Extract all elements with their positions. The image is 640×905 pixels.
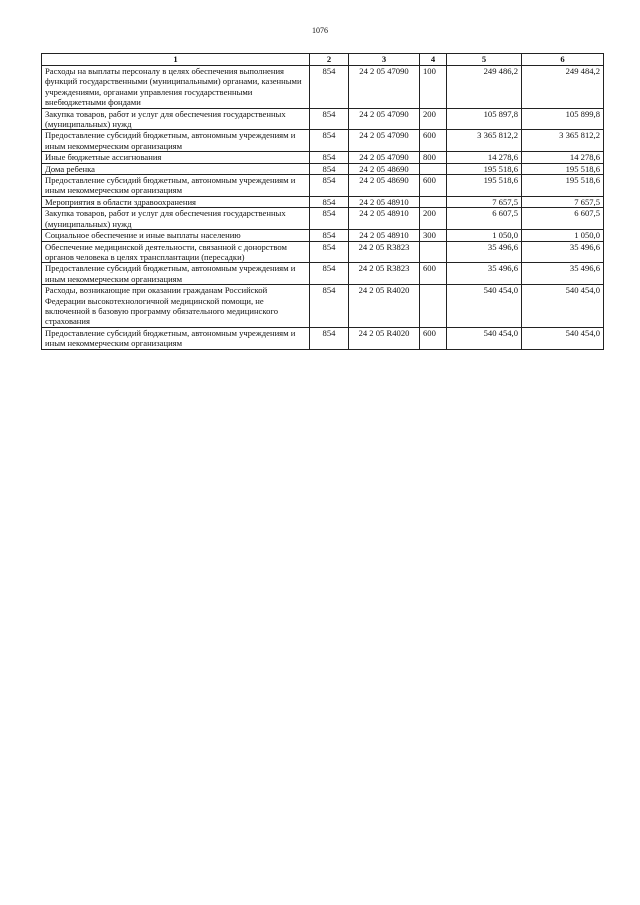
row-gr-cell: 854 bbox=[310, 163, 349, 174]
row-csr-cell: 24 2 05 R4020 bbox=[349, 327, 420, 349]
table-row bbox=[42, 175, 604, 197]
row-name-cell: Расходы, возникающие при оказании гражданам Российской Федерации высокотехнологичной медицинской помощи, не включенной в базовую программу обязательного медицинского страхования bbox=[42, 285, 310, 328]
row-value-2019-cell: 540 454,0 bbox=[522, 327, 604, 349]
page-number: 1076 bbox=[312, 26, 328, 35]
row-value-2018-cell: 105 897,8 bbox=[447, 108, 522, 130]
row-gr-cell: 854 bbox=[310, 66, 349, 109]
table-body bbox=[42, 66, 604, 350]
row-name-cell: Предоставление субсидий бюджетным, автономным учреждениям и иным некоммерческим организациям bbox=[42, 263, 310, 285]
row-gr-cell: 854 bbox=[310, 152, 349, 163]
table-row bbox=[42, 163, 604, 174]
row-name-cell: Расходы на выплаты персоналу в целях обеспечения выполнения функций государственными (муниципальными) органами, казенными учреждениями, органами управления государственными внебюджетными фондами bbox=[42, 66, 310, 109]
row-csr-cell: 24 2 05 48910 bbox=[349, 230, 420, 241]
row-value-2018-cell: 249 486,2 bbox=[447, 66, 522, 109]
row-name-cell: Закупка товаров, работ и услуг для обеспечения государственных (муниципальных) нужд bbox=[42, 208, 310, 230]
row-name-cell: Иные бюджетные ассигнования bbox=[42, 152, 310, 163]
row-value-2019-cell: 6 607,5 bbox=[522, 208, 604, 230]
row-value-2018-cell: 540 454,0 bbox=[447, 285, 522, 328]
table-row bbox=[42, 230, 604, 241]
row-value-2019-cell: 3 365 812,2 bbox=[522, 130, 604, 152]
row-vr-cell: 200 bbox=[420, 108, 447, 130]
row-name-cell: Предоставление субсидий бюджетным, автономным учреждениям и иным некоммерческим организациям bbox=[42, 130, 310, 152]
row-gr-cell: 854 bbox=[310, 241, 349, 263]
table-row bbox=[42, 108, 604, 130]
row-value-2019-cell: 195 518,6 bbox=[522, 163, 604, 174]
row-gr-cell: 854 bbox=[310, 208, 349, 230]
header-cell: 2 bbox=[310, 54, 349, 66]
header-cell: 5 bbox=[447, 54, 522, 66]
row-vr-cell: 600 bbox=[420, 327, 447, 349]
header-cell: 3 bbox=[349, 54, 420, 66]
row-value-2018-cell: 14 278,6 bbox=[447, 152, 522, 163]
table-row bbox=[42, 285, 604, 328]
row-vr-cell: 200 bbox=[420, 208, 447, 230]
row-value-2018-cell: 7 657,5 bbox=[447, 196, 522, 207]
row-vr-cell bbox=[420, 241, 447, 263]
row-vr-cell: 600 bbox=[420, 130, 447, 152]
row-csr-cell: 24 2 05 48910 bbox=[349, 208, 420, 230]
row-value-2018-cell: 195 518,6 bbox=[447, 163, 522, 174]
row-gr-cell: 854 bbox=[310, 263, 349, 285]
header-cell: 1 bbox=[42, 54, 310, 66]
row-gr-cell: 854 bbox=[310, 196, 349, 207]
table-row bbox=[42, 241, 604, 263]
row-csr-cell: 24 2 05 R3823 bbox=[349, 241, 420, 263]
row-csr-cell: 24 2 05 47090 bbox=[349, 152, 420, 163]
row-vr-cell: 300 bbox=[420, 230, 447, 241]
row-vr-cell bbox=[420, 196, 447, 207]
row-gr-cell: 854 bbox=[310, 285, 349, 328]
row-csr-cell: 24 2 05 47090 bbox=[349, 108, 420, 130]
table-row bbox=[42, 196, 604, 207]
row-value-2019-cell: 195 518,6 bbox=[522, 175, 604, 197]
row-gr-cell: 854 bbox=[310, 108, 349, 130]
row-value-2019-cell: 35 496,6 bbox=[522, 241, 604, 263]
row-gr-cell: 854 bbox=[310, 175, 349, 197]
row-name-cell: Мероприятия в области здравоохранения bbox=[42, 196, 310, 207]
table-row bbox=[42, 263, 604, 285]
row-csr-cell: 24 2 05 48690 bbox=[349, 163, 420, 174]
table-header bbox=[42, 54, 604, 66]
row-vr-cell: 800 bbox=[420, 152, 447, 163]
row-vr-cell: 100 bbox=[420, 66, 447, 109]
row-csr-cell: 24 2 05 R3823 bbox=[349, 263, 420, 285]
row-vr-cell bbox=[420, 163, 447, 174]
row-name-cell: Предоставление субсидий бюджетным, автономным учреждениям и иным некоммерческим организациям bbox=[42, 175, 310, 197]
row-csr-cell: 24 2 05 48910 bbox=[349, 196, 420, 207]
row-csr-cell: 24 2 05 47090 bbox=[349, 130, 420, 152]
row-value-2018-cell: 3 365 812,2 bbox=[447, 130, 522, 152]
header-cell: 4 bbox=[420, 54, 447, 66]
row-gr-cell: 854 bbox=[310, 130, 349, 152]
row-name-cell: Социальное обеспечение и иные выплаты населению bbox=[42, 230, 310, 241]
row-value-2018-cell: 35 496,6 bbox=[447, 241, 522, 263]
row-name-cell: Закупка товаров, работ и услуг для обеспечения государственных (муниципальных) нужд bbox=[42, 108, 310, 130]
row-vr-cell: 600 bbox=[420, 263, 447, 285]
row-value-2019-cell: 105 899,8 bbox=[522, 108, 604, 130]
row-vr-cell: 600 bbox=[420, 175, 447, 197]
row-value-2019-cell: 7 657,5 bbox=[522, 196, 604, 207]
table-row bbox=[42, 152, 604, 163]
row-gr-cell: 854 bbox=[310, 327, 349, 349]
row-csr-cell: 24 2 05 R4020 bbox=[349, 285, 420, 328]
row-csr-cell: 24 2 05 47090 bbox=[349, 66, 420, 109]
row-value-2018-cell: 6 607,5 bbox=[447, 208, 522, 230]
row-value-2019-cell: 540 454,0 bbox=[522, 285, 604, 328]
row-value-2018-cell: 540 454,0 bbox=[447, 327, 522, 349]
row-value-2018-cell: 1 050,0 bbox=[447, 230, 522, 241]
table-row bbox=[42, 130, 604, 152]
row-value-2018-cell: 35 496,6 bbox=[447, 263, 522, 285]
row-vr-cell bbox=[420, 285, 447, 328]
row-name-cell: Предоставление субсидий бюджетным, автономным учреждениям и иным некоммерческим организациям bbox=[42, 327, 310, 349]
table-row bbox=[42, 327, 604, 349]
row-csr-cell: 24 2 05 48690 bbox=[349, 175, 420, 197]
row-value-2018-cell: 195 518,6 bbox=[447, 175, 522, 197]
row-name-cell: Обеспечение медицинской деятельности, связанной с донорством органов человека в целях трансплантации (пересадки) bbox=[42, 241, 310, 263]
table-row bbox=[42, 208, 604, 230]
row-value-2019-cell: 1 050,0 bbox=[522, 230, 604, 241]
header-cell: 6 bbox=[522, 54, 604, 66]
row-value-2019-cell: 35 496,6 bbox=[522, 263, 604, 285]
header-row bbox=[42, 54, 604, 66]
row-gr-cell: 854 bbox=[310, 230, 349, 241]
row-value-2019-cell: 14 278,6 bbox=[522, 152, 604, 163]
table-row bbox=[42, 66, 604, 109]
budget-table bbox=[41, 53, 604, 350]
row-value-2019-cell: 249 484,2 bbox=[522, 66, 604, 109]
row-name-cell: Дома ребенка bbox=[42, 163, 310, 174]
